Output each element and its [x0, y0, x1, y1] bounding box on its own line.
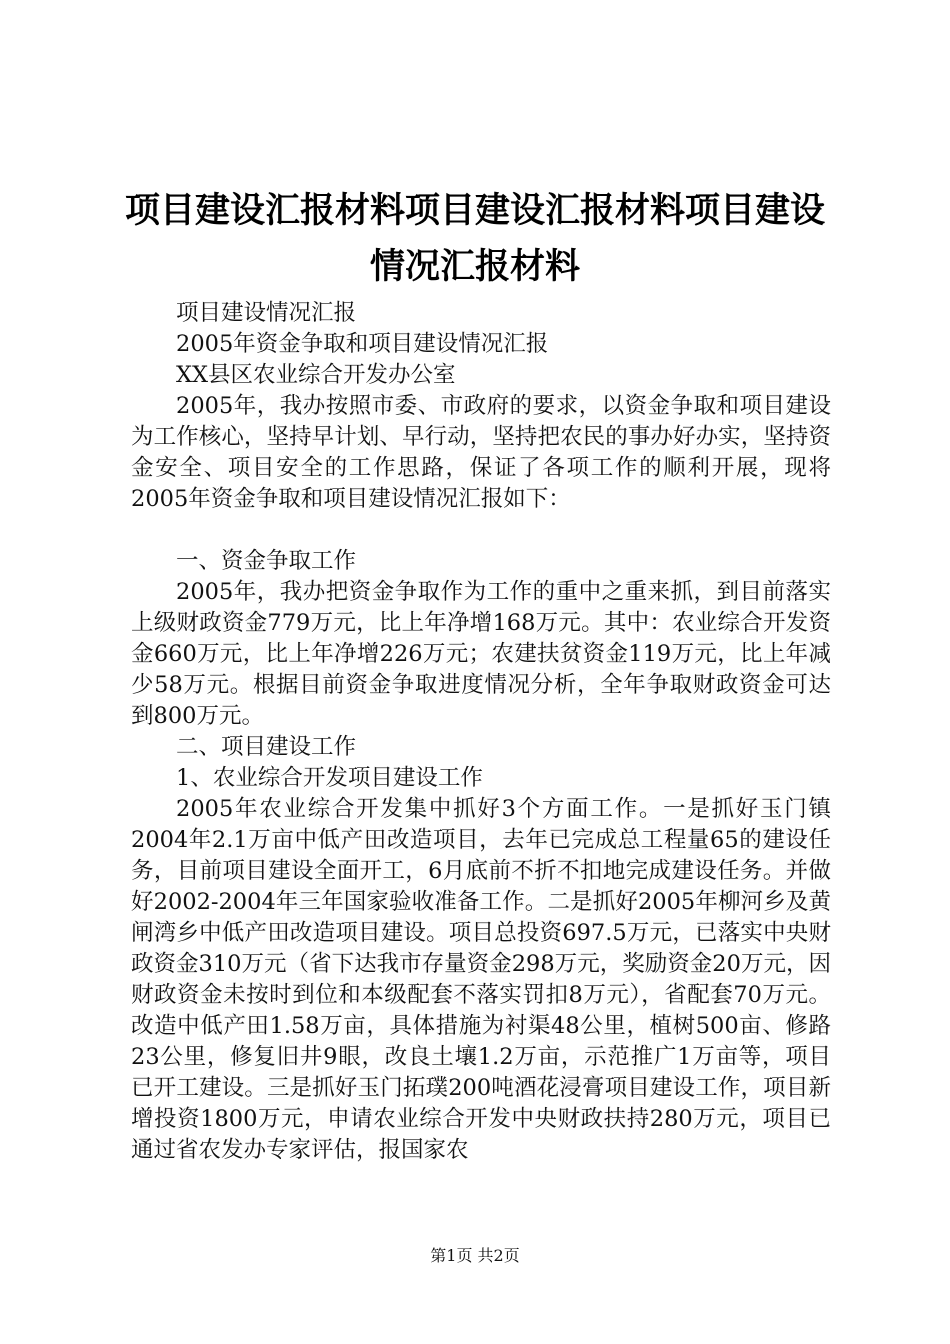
document-title: 项目建设汇报材料项目建设汇报材料项目建设情况汇报材料 — [124, 191, 825, 287]
paragraph-subtitle: 项目建设情况汇报 — [176, 300, 357, 326]
page-footer: 第1页 共2页 — [430, 1246, 520, 1265]
subsection-heading-agri: 1、农业综合开发项目建设工作 — [176, 765, 483, 791]
document-body — [131, 298, 831, 1166]
paragraph-office: XX县区农业综合开发办公室 — [176, 362, 456, 388]
paragraph-intro: 2005年，我办按照市委、市政府的要求，以资金争取和项目建设为工作核心，坚持早计划、早行动，坚持把农民的事办好办实，坚持资金安全、项目安全的工作思路，保证了各项工作的顺利开展，现将2005年资金争取和项目建设情况汇报如下： — [131, 393, 831, 512]
paragraph-funding: 2005年，我办把资金争取作为工作的重中之重来抓，到目前落实上级财政资金779万元，比上年净增168万元。其中：农业综合开发资金660万元，比上年净增226万元；农建扶贫资金119万元，比上年减少58万元。根据目前资金争取进度情况分析，全年争取财政资金可达到800万元。 — [131, 579, 831, 729]
section-heading-projects: 二、项目建设工作 — [176, 734, 357, 760]
section-heading-funding: 一、资金争取工作 — [176, 548, 357, 574]
paragraph-agri-projects: 2005年农业综合开发集中抓好3个方面工作。一是抓好玉门镇2004年2.1万亩中低产田改造项目，去年已完成总工程量65的建设任务，目前项目建设全面开工，6月底前不折不扣地完成建设任务。并做好2002-2004年三年国家验收准备工作。二是抓好2005年柳河乡及黄闸湾乡中低产田改造项目建设。项目总投资697.5万元，已落实中央财政资金310万元（省下达我市存量资金298万元，奖励资金20万元，因财政资金未按时到位和本级配套不落实罚扣8万元），省配套70万元。改造中低产田1.58万亩，具体措施为衬渠48公里，植树500亩、修路23公里，修复旧井9眼，改良土壤1.2万亩，示范推广1万亩等，项目已开工建设。三是抓好玉门拓璞200吨酒花浸膏项目建设工作，项目新增投资1800万元，申请农业综合开发中央财政扶持280万元，项目已通过省农发办专家评估，报国家农 — [131, 796, 831, 1163]
paragraph-report-title: 2005年资金争取和项目建设情况汇报 — [176, 331, 549, 357]
